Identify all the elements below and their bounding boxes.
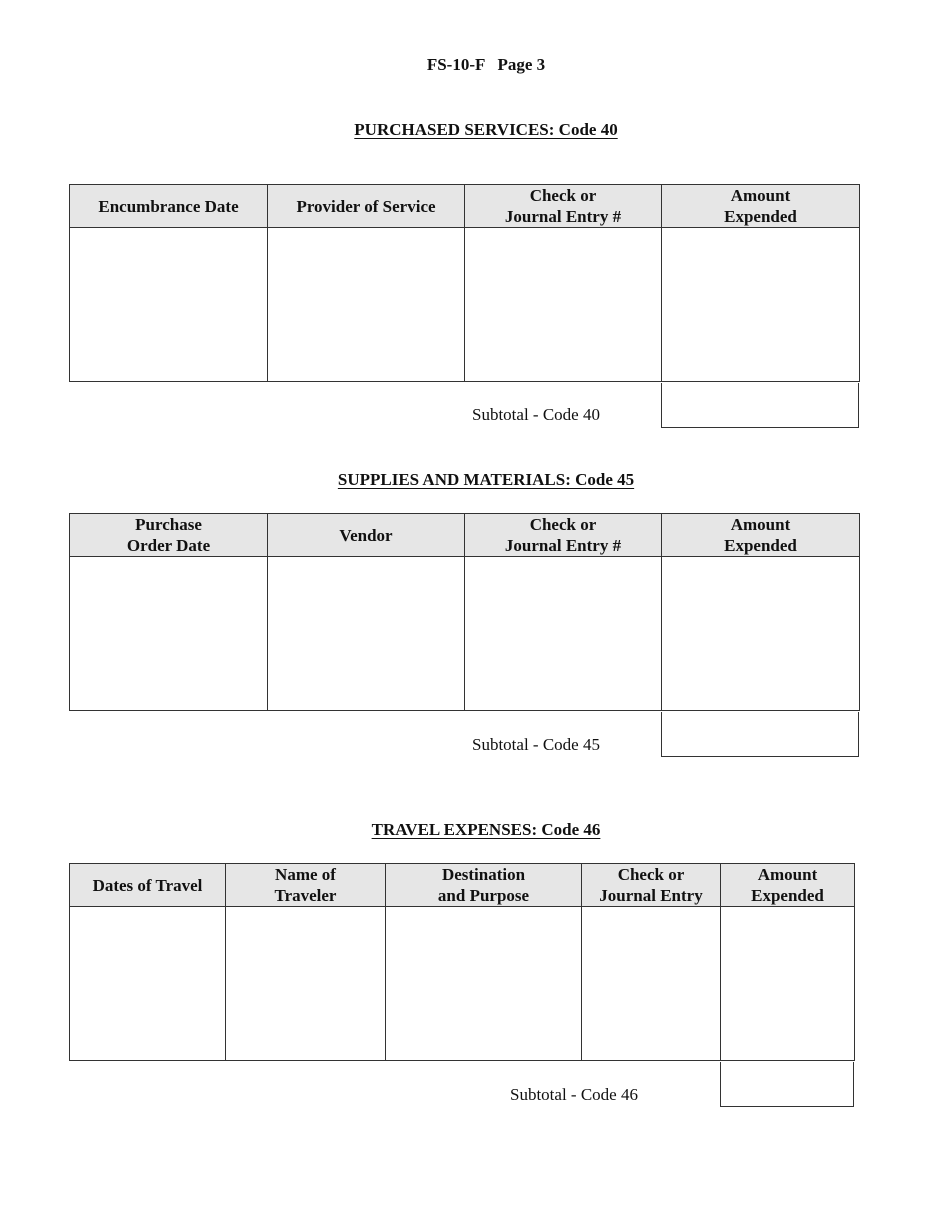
subtotal-label-code-45: Subtotal - Code 45 (472, 735, 600, 754)
column-header-destination-and-purpose: Destination and Purpose (386, 864, 582, 907)
subtotal-label-code-46: Subtotal - Code 46 (510, 1085, 638, 1104)
entry-cell-check-or-journal-entry[interactable] (465, 557, 662, 711)
travel-expenses-table (69, 863, 855, 1061)
entry-cell-purchase-order-date[interactable] (70, 557, 268, 711)
column-header-check-or-journal-entry: Check or Journal Entry # (465, 185, 662, 228)
section-title-code-45: SUPPLIES AND MATERIALS: Code 45 (337, 470, 635, 489)
subtotal-label-code-40: Subtotal - Code 40 (472, 405, 600, 424)
entry-cell-provider-of-service[interactable] (268, 228, 465, 382)
column-header-purchase-order-date: Purchase Order Date (70, 514, 268, 557)
supplies-materials-table (69, 513, 860, 711)
table-header-row (70, 864, 855, 907)
entry-cell-name-of-traveler[interactable] (226, 907, 386, 1061)
subtotal-box-code-40[interactable] (661, 383, 859, 428)
entry-cell-destination-and-purpose[interactable] (386, 907, 582, 1061)
subtotal-box-code-45[interactable] (661, 712, 859, 757)
column-header-provider-of-service: Provider of Service (268, 185, 465, 228)
entry-cell-amount-expended[interactable] (721, 907, 855, 1061)
table-header-row (70, 514, 860, 557)
column-header-dates-of-travel: Dates of Travel (70, 864, 226, 907)
entry-cell-amount-expended[interactable] (662, 228, 860, 382)
section-title-code-46: TRAVEL EXPENSES: Code 46 (371, 820, 601, 839)
column-header-encumbrance-date: Encumbrance Date (70, 185, 268, 228)
purchased-services-table (69, 184, 860, 382)
column-header-amount-expended: Amount Expended (662, 185, 860, 228)
column-header-amount-expended: Amount Expended (721, 864, 855, 907)
column-header-amount-expended: Amount Expended (662, 514, 860, 557)
subtotal-box-code-46[interactable] (720, 1062, 854, 1107)
column-header-check-or-journal-entry: Check or Journal Entry (582, 864, 721, 907)
table-entry-row (70, 557, 860, 711)
column-header-vendor: Vendor (268, 514, 465, 557)
column-header-name-of-traveler: Name of Traveler (226, 864, 386, 907)
column-header-check-or-journal-entry: Check or Journal Entry # (465, 514, 662, 557)
entry-cell-check-or-journal-entry[interactable] (582, 907, 721, 1061)
entry-cell-check-or-journal-entry[interactable] (465, 228, 662, 382)
table-entry-row (70, 228, 860, 382)
entry-cell-vendor[interactable] (268, 557, 465, 711)
page-header: FS-10-F Page 3 (426, 55, 546, 74)
table-entry-row (70, 907, 855, 1061)
entry-cell-encumbrance-date[interactable] (70, 228, 268, 382)
entry-cell-amount-expended[interactable] (662, 557, 860, 711)
table-header-row (70, 185, 860, 228)
entry-cell-dates-of-travel[interactable] (70, 907, 226, 1061)
section-title-code-40: PURCHASED SERVICES: Code 40 (354, 120, 618, 139)
